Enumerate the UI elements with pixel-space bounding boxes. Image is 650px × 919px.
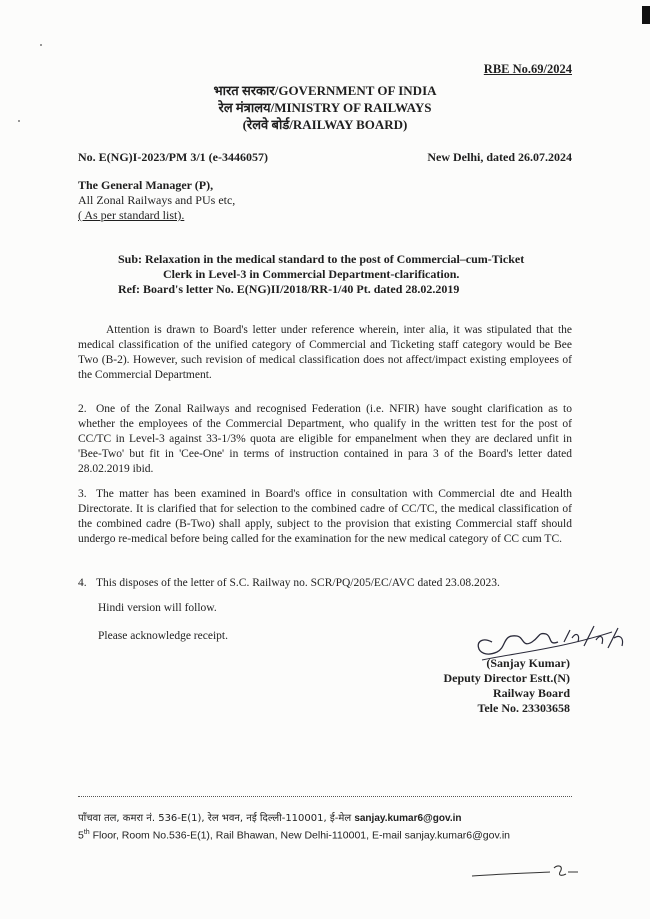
signature-block (443, 656, 570, 716)
paragraph-text: This disposes of the letter of S.C. Railway no. SCR/PQ/205/EC/AVC dated 23.08.2023. (96, 577, 500, 589)
reference-letter: Ref: Board's letter No. E(NG)II/2018/RR-1/40 Pt. dated 28.02.2019 (118, 282, 460, 296)
signatory-telephone: Tele No. 23303658 (477, 701, 570, 715)
subject-line-continued: Clerk in Level-3 in Commercial Department-clarification. (163, 267, 460, 281)
paragraph-1: Attention is drawn to Board's letter under reference wherein, inter alia, it was stipulated that the medical classification of the unified category of Commercial and Ticketing staff category would be Bee Two (B-2). However, such revision of medical classification does not affect/impact existing employees of the Commercial Department. (78, 324, 572, 381)
addressee-scope: All Zonal Railways and PUs etc, (78, 193, 236, 207)
footer-floor-suffix: th (83, 829, 90, 836)
reference-line (78, 150, 572, 165)
signatory-designation: Deputy Director Estt.(N) (443, 671, 570, 685)
hindi-version-note: Hindi version will follow. (98, 602, 217, 614)
scan-speck (40, 44, 42, 46)
handwritten-page-mark (470, 860, 580, 884)
footer-address (78, 812, 578, 843)
paragraph-3 (78, 487, 572, 547)
subject-line: Sub: Relaxation in the medical standard to the post of Commercial–cum-Ticket (118, 252, 525, 266)
letterhead (0, 82, 650, 133)
letterhead-ministry: रेल मंत्रालय/MINISTRY OF RAILWAYS (218, 100, 432, 115)
addressee-list: ( As per standard list). (78, 208, 185, 222)
paragraph-number: 4. (78, 577, 87, 589)
subject-block (118, 252, 578, 297)
letterhead-government: भारत सरकार/GOVERNMENT OF INDIA (213, 83, 437, 98)
footer-divider (78, 796, 572, 797)
addressee-title: The General Manager (P), (78, 178, 214, 192)
paragraph-text: The matter has been examined in Board's office in consultation with Commercial dte and Health Directorate. It is clarified that for selection to the combined cadre of CC/TC, the medical classification of the combined cadre (B-Two) shall apply, subject to the provision that existing Commercial staff should undergo re-medical before being called for the examination for the new medical category of CC cum TC. (78, 488, 572, 545)
footer-hindi-email: sanjay.kumar6@gov.in (354, 813, 462, 824)
addressee (78, 178, 235, 223)
scan-edge-mark (642, 6, 650, 24)
paragraph-number: 2. (78, 403, 87, 415)
footer-english-text: Floor, Room No.536-E(1), Rail Bhawan, New Delhi-110001, E-mail sanjay.kumar6@gov.in (89, 829, 511, 842)
file-number: No. E(NG)I-2023/PM 3/1 (e-3446057) (78, 150, 268, 164)
footer-floor-number: 5 (78, 829, 84, 842)
paragraph-4 (78, 576, 572, 591)
footer-hindi-text: पाँचवा तल, कमरा नं. 536-E(1), रेल भवन, नई दिल्ली-110001, ई-मेल (78, 813, 355, 824)
signatory-name: (Sanjay Kumar) (486, 656, 570, 670)
paragraph-number: 3. (78, 488, 87, 500)
acknowledge-note: Please acknowledge receipt. (98, 630, 228, 642)
signatory-office: Railway Board (492, 686, 570, 700)
footer-hindi-address (78, 812, 578, 826)
paragraph-2 (78, 402, 572, 477)
paragraph-text: One of the Zonal Railways and recognised Federation (i.e. NFIR) have sought clarification as to whether the employees of the Commercial Department, who qualify in the written test for the post of CC/TC in Level-3 against 33-1/3% quota are eligible for empanelment when they are declared unfit in 'Bee-Two' but fit in 'Cee-One' in terms of instruction contained in para 3 of the Board's letter dated 28.02.2019 ibid. (78, 403, 572, 475)
letterhead-board: (रेलवे बोर्ड/RAILWAY BOARD) (242, 117, 408, 132)
place-date: New Delhi, dated 26.07.2024 (427, 150, 572, 164)
rbe-number: RBE No.69/2024 (483, 62, 572, 76)
footer-english-address (78, 826, 578, 843)
